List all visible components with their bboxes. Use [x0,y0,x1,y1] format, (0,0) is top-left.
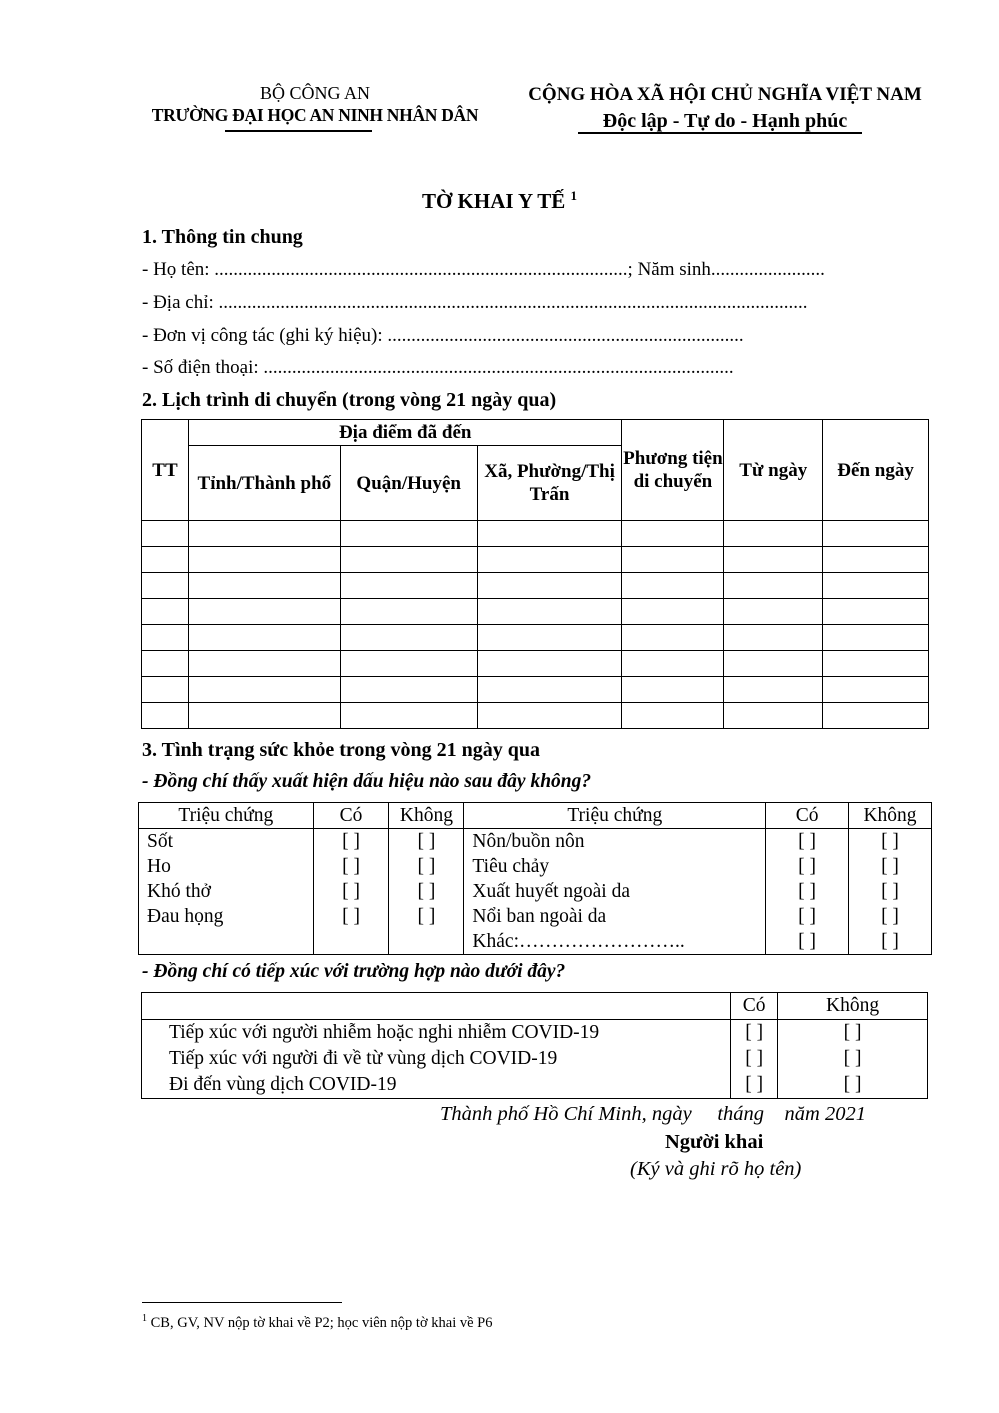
motto: Độc lập - Tự do - Hạnh phúc [602,110,848,132]
table-row [142,677,929,703]
no-checkbox[interactable]: [ ] [849,854,932,879]
yes-header-right: Có [766,803,849,829]
no-checkbox[interactable]: [ ] [778,1072,928,1099]
yes-header: Có [731,993,778,1020]
no-checkbox[interactable]: [ ] [778,1046,928,1072]
name-field[interactable]: - Họ tên: .......................................................................................; Năm sinh........................ [142,259,825,280]
symptom-label: Nổi ban ngoài da [464,904,766,929]
symptom-row [139,904,932,929]
col-province: Tỉnh/Thành phố [188,446,340,521]
place-date: Thành phố Hồ Chí Minh, ngày tháng năm 2021 [440,1103,866,1125]
footnote-marker: 1 [142,1313,147,1324]
table-row [142,547,929,573]
symptom-label: Khó thở [147,881,211,902]
no-checkbox[interactable]: [ ] [778,1020,928,1047]
no-checkbox[interactable]: [ ] [849,829,932,855]
national-motto [505,82,945,134]
form-title: TỜ KHAI Y TẾ $^1$ [421,188,578,213]
symptom-label: Xuất huyết ngoài da [464,879,766,904]
col-ward: Xã, Phường/Thị Trấn [477,446,622,521]
contact-label: Tiếp xúc với người đi về từ vùng dịch COVID-19 [169,1048,558,1069]
yes-checkbox[interactable]: [ ] [766,829,849,855]
table-row [142,651,929,677]
yes-checkbox[interactable]: [ ] [313,829,389,855]
section3-heading: 3. Tình trạng sức khỏe trong vòng 21 ngày qua [142,739,541,761]
no-header-left: Không [389,803,464,829]
contact-table [141,992,928,1099]
table-row [142,573,929,599]
symptom-label: Sốt [147,831,174,852]
symptoms-table [138,802,932,955]
col-from-date: Từ ngày [724,420,823,521]
no-checkbox[interactable]: [ ] [849,879,932,904]
contact-row [142,1046,928,1072]
phone-field[interactable]: - Số điện thoại: ................................................................................................... [142,357,734,378]
yes-checkbox[interactable]: [ ] [766,929,849,955]
footnote-text: CB, GV, NV nộp tờ khai về P2; học viên nộp tờ khai về P6 [147,1314,493,1331]
symptom-row [139,829,932,855]
travel-history-table [141,419,929,729]
table-row [142,599,929,625]
footnote-separator [142,1302,342,1303]
table-row [142,625,929,651]
col-vehicle: Phương tiện di chuyển [622,420,724,521]
yes-checkbox[interactable]: [ ] [313,854,389,879]
col-places: Địa điểm đã đến [188,420,622,446]
country-name: CỘNG HÒA XÃ HỘI CHỦ NGHĨA VIỆT NAM [528,84,922,105]
contact-label: Tiếp xúc với người nhiễm hoặc nghi nhiễm COVID-19 [169,1022,600,1043]
ministry-name: BỘ CÔNG AN [259,83,370,103]
yes-checkbox[interactable]: [ ] [313,904,389,929]
symptom-label: Đau họng [147,906,224,927]
col-tt: TT [142,420,189,521]
yes-checkbox[interactable]: [ ] [313,879,389,904]
yes-checkbox[interactable]: [ ] [731,1072,778,1099]
footnote [142,1313,492,1332]
no-checkbox[interactable]: [ ] [849,904,932,929]
motto-underline [578,132,862,134]
col-district: Quận/Huyện [340,446,477,521]
footnote-ref: 1 [570,188,578,203]
contact-label: Đi đến vùng dịch COVID-19 [169,1074,397,1095]
table-row [142,703,929,729]
yes-checkbox[interactable]: [ ] [766,854,849,879]
no-checkbox[interactable]: [ ] [389,829,464,855]
symptom-label: Tiêu chảy [464,854,766,879]
no-checkbox[interactable]: [ ] [389,879,464,904]
signature-instruction: (Ký và ghi rõ họ tên) [630,1158,802,1180]
no-header: Không [778,993,928,1020]
yes-checkbox[interactable]: [ ] [766,904,849,929]
yes-header-left: Có [313,803,389,829]
org-underline [225,130,372,132]
yes-checkbox[interactable]: [ ] [731,1046,778,1072]
no-checkbox[interactable]: [ ] [389,854,464,879]
school-name: TRƯỜNG ĐẠI HỌC AN NINH NHÂN DÂN [151,105,479,125]
unit-field[interactable]: - Đơn vị công tác (ghi ký hiệu): ........................................................................... [142,325,744,346]
symptom-header-left: Triệu chứng [178,805,274,826]
symptom-header-right: Triệu chứng [464,803,766,829]
symptom-row [139,929,932,955]
contact-row [142,1072,928,1099]
symptom-label: Ho [147,856,171,877]
symptom-row [139,879,932,904]
issuing-organization [130,82,500,126]
contact-row [142,1020,928,1047]
no-checkbox[interactable]: [ ] [849,929,932,955]
table-row [142,521,929,547]
symptom-label: Nôn/buồn nôn [464,829,766,855]
no-checkbox[interactable]: [ ] [389,904,464,929]
section2-heading: 2. Lịch trình di chuyển (trong vòng 21 ngày qua) [142,389,557,411]
address-field[interactable]: - Địa chỉ: ............................................................................................................................ [142,292,808,313]
col-to-date: Đến ngày [823,420,929,521]
no-header-right: Không [849,803,932,829]
signer-label: Người khai [665,1131,764,1153]
other-symptom-field[interactable]: Khác:…………………….. [464,929,766,955]
yes-checkbox[interactable]: [ ] [731,1020,778,1047]
symptoms-question: - Đồng chí thấy xuất hiện dấu hiệu nào sau đây không? [142,771,592,792]
symptom-row [139,854,932,879]
contact-question: - Đồng chí có tiếp xúc với trường hợp nào dưới đây? [142,961,566,982]
section1-heading: 1. Thông tin chung [142,226,303,248]
yes-checkbox[interactable]: [ ] [766,879,849,904]
